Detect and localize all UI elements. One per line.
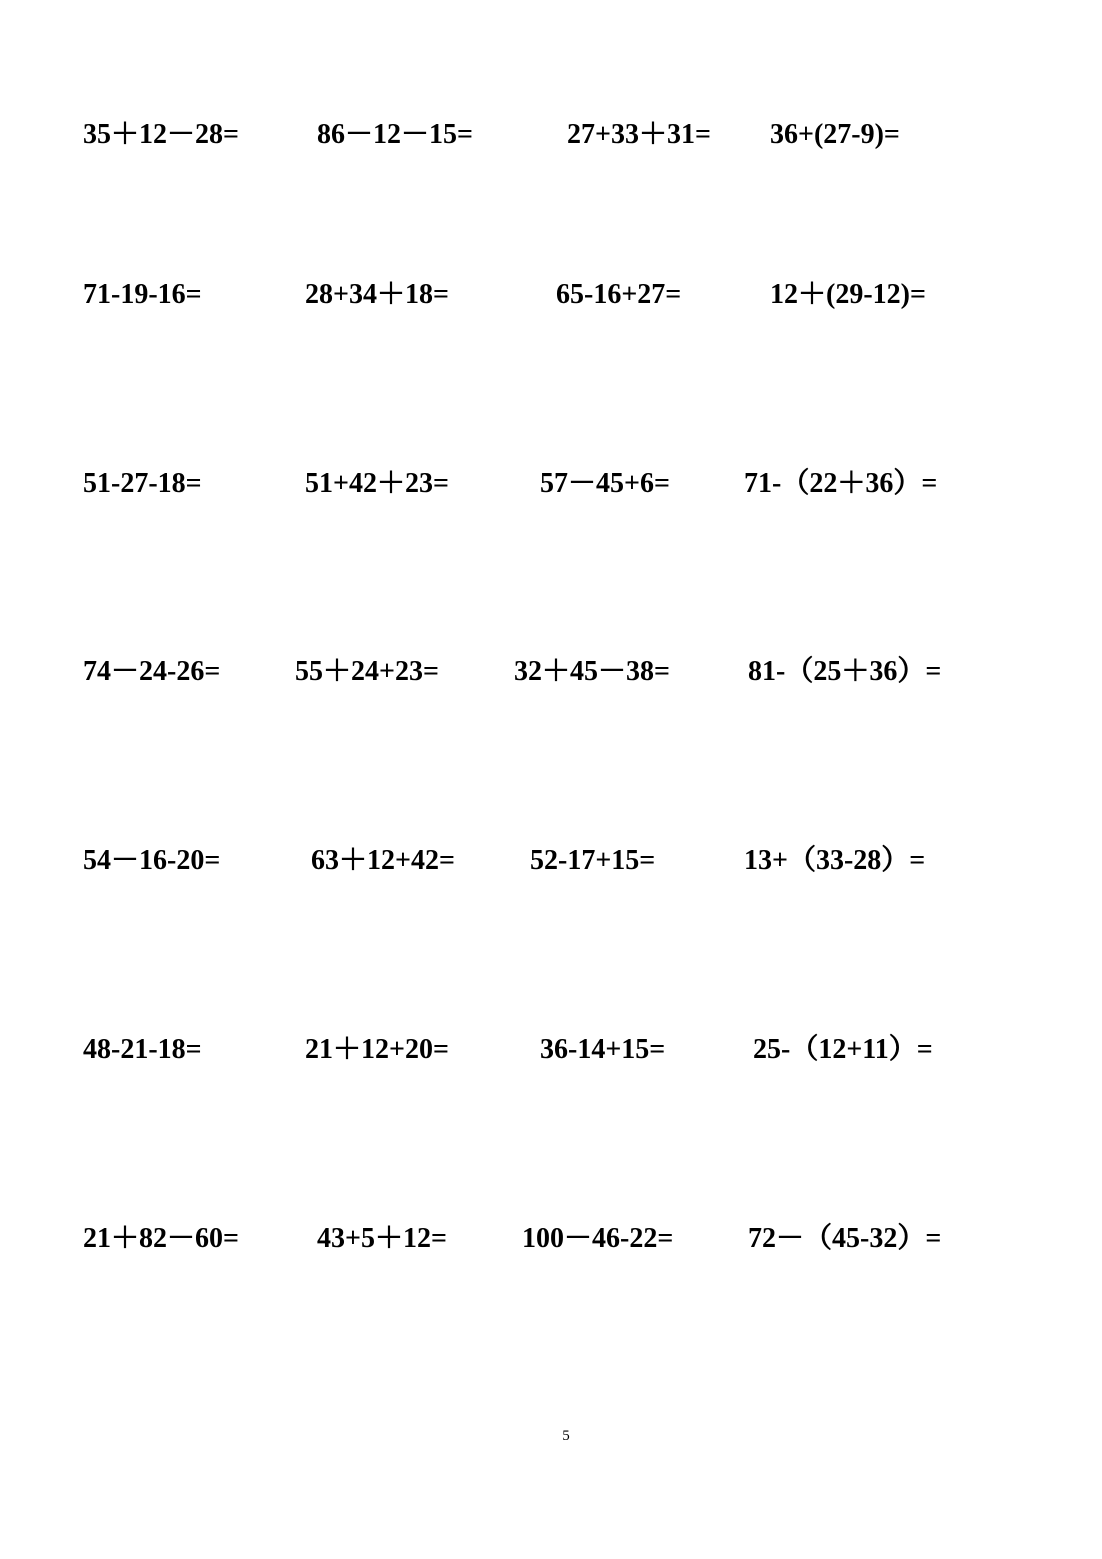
math-problem: 21＋12+20= — [305, 1034, 449, 1065]
math-problem: 13+（33-28）= — [744, 845, 926, 876]
math-problem: 100－46-22= — [522, 1223, 674, 1254]
math-problem: 74－24-26= — [83, 656, 221, 687]
math-problem: 81-（25＋36）= — [748, 656, 942, 687]
math-problem: 28+34＋18= — [305, 279, 449, 310]
math-problem: 86－12－15= — [317, 119, 473, 150]
math-problem: 71-（22＋36）= — [744, 468, 938, 499]
math-problem: 12＋(29-12)= — [770, 279, 926, 310]
math-problem: 36+(27-9)= — [770, 119, 900, 150]
math-problem: 32＋45－38= — [514, 656, 670, 687]
math-problem: 48-21-18= — [83, 1034, 202, 1065]
math-problem: 43+5＋12= — [317, 1223, 447, 1254]
math-problem: 51+42＋23= — [305, 468, 449, 499]
problem-row-2 — [0, 275, 1102, 315]
math-problem: 71-19-16= — [83, 279, 202, 310]
math-problem: 52-17+15= — [530, 845, 656, 876]
page-number: 5 — [562, 1428, 570, 1444]
math-problem: 25-（12+11）= — [753, 1034, 933, 1065]
math-problem: 35＋12－28= — [83, 119, 239, 150]
math-problem: 21＋82－60= — [83, 1223, 239, 1254]
math-problem: 27+33＋31= — [567, 119, 711, 150]
math-problem: 51-27-18= — [83, 468, 202, 499]
math-problem: 54－16-20= — [83, 845, 221, 876]
math-problem: 72－（45-32）= — [748, 1223, 942, 1254]
problem-row-6 — [0, 1030, 1102, 1070]
problem-row-5 — [0, 841, 1102, 881]
math-problem: 63＋12+42= — [311, 845, 455, 876]
problem-row-1 — [0, 115, 1102, 155]
math-problem: 55＋24+23= — [295, 656, 439, 687]
math-problem: 65-16+27= — [556, 279, 682, 310]
problem-row-3 — [0, 464, 1102, 504]
problem-row-4 — [0, 652, 1102, 692]
math-problem: 36-14+15= — [540, 1034, 666, 1065]
math-problem: 57－45+6= — [540, 468, 670, 499]
problem-row-7 — [0, 1219, 1102, 1259]
